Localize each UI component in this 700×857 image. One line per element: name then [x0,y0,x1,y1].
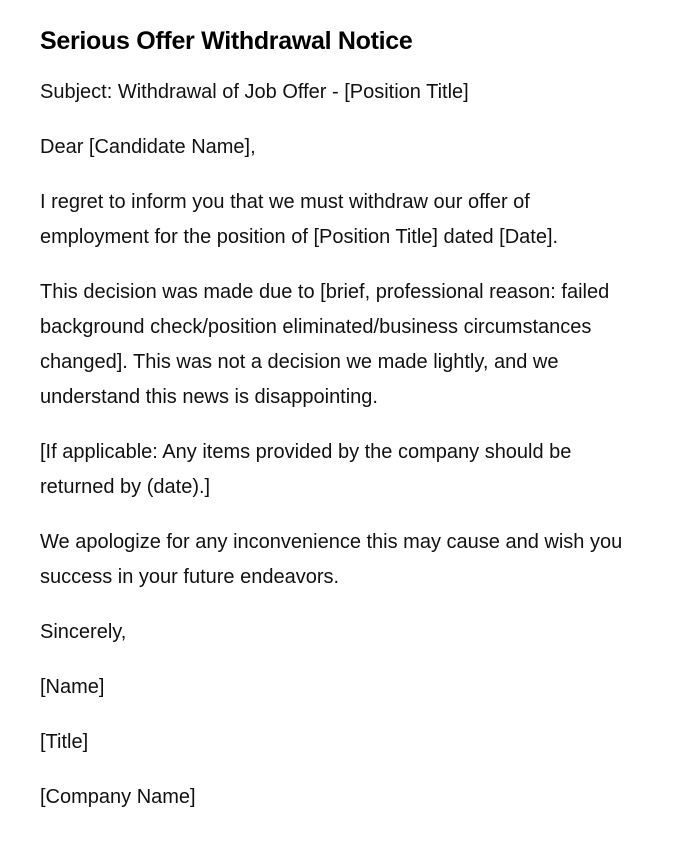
signature-name: [Name] [40,676,105,698]
body-paragraph-offer-withdrawal: I regret to inform you that we must withdraw our offer of employment for the position of [Position Title] dated [Date]. [40,191,559,248]
closing: Sincerely, [40,621,127,643]
document-title: Serious Offer Withdrawal Notice [40,27,413,55]
body-paragraph-apology: We apologize for any inconvenience this may cause and wish you success in your future endeavors. [40,531,623,588]
subject-line: Subject: Withdrawal of Job Offer - [Position Title] [40,81,469,103]
signature-title: [Title] [40,731,89,753]
salutation: Dear [Candidate Name], [40,136,256,158]
letter-document [40,24,640,835]
body-paragraph-reason: This decision was made due to [brief, professional reason: failed background check/position eliminated/business circumstances changed]. This was not a decision we made lightly, and we understand this news is disappointing. [40,281,610,408]
signature-company: [Company Name] [40,786,196,808]
body-paragraph-return-items: [If applicable: Any items provided by the company should be returned by (date).] [40,441,572,498]
